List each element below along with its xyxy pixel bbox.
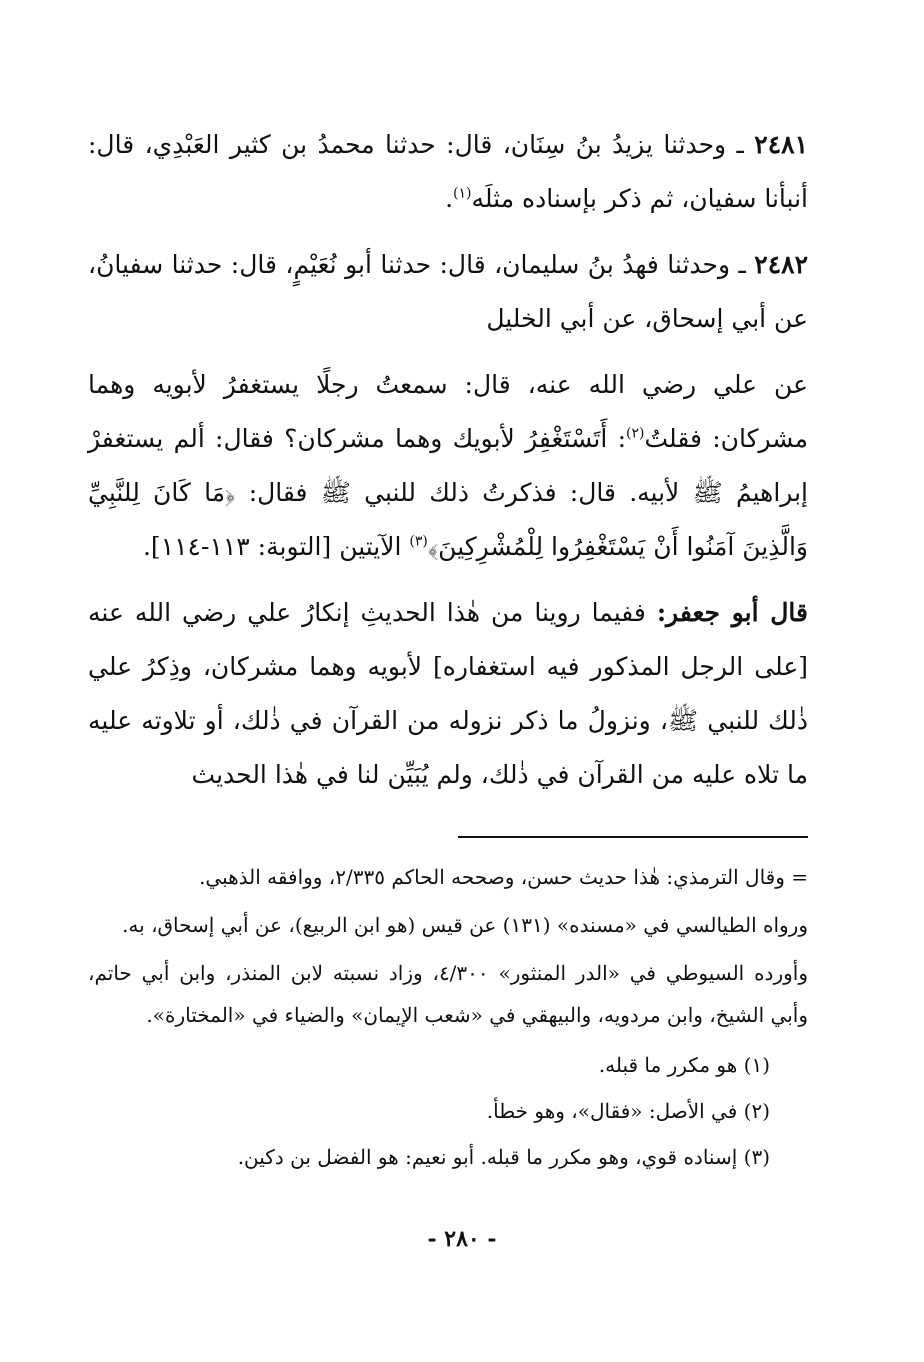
commentary-lead: قال أبو جعفر: <box>656 598 808 627</box>
footnote-ref-3: (٣) <box>409 533 428 550</box>
matn-part-2: : أَتَسْتَغْفِرُ لأبويك وهما مشركان؟ فقال: ألم يستغفرْ إبراهيمُ ﷺ لأبيه. قال: فذكرتُ ذلك للنبي ﷺ فقال: ﴿مَا كَانَ لِلنَّبِيِّ وَالَّذِينَ آمَنُوا أَنْ يَسْتَغْفِرُوا لِلْمُشْرِكِينَ﴾ <box>88 424 808 561</box>
hadith-number: ٢٤٨٢ <box>754 250 808 279</box>
footnote-divider <box>458 836 808 838</box>
footnote-continuation: = وقال الترمذي: هٰذا حديث حسن، وصححه الحاكم ٢/٣٣٥، ووافقه الذهبي. <box>199 865 808 889</box>
commentary <box>88 586 808 802</box>
footnote-paragraph-3: وأورده السيوطي في «الدر المنثور» ٤/٣٠٠، وزاد نسبته لابن المنذر، وابن أبي حاتم، وأبي الشيخ، وابن مردويه، والبيهقي في «شعب الإيمان» والضياء في «المختارة». <box>88 961 808 1027</box>
footnote-paragraph-2: ورواه الطيالسي في «مسنده» (١٣١) عن قيس (هو ابن الربيع)، عن أبي إسحاق، به. <box>122 913 808 937</box>
footnote-item: (١) هو مكرر ما قبله. <box>598 1053 770 1077</box>
hadith-text: ـ وحدثنا فهدُ بنُ سليمان، قال: حدثنا أبو نُعَيْمٍ، قال: حدثنا سفيانُ، عن أبي إسحاق، عن أبي الخليل <box>88 250 808 333</box>
main-text <box>88 118 808 802</box>
footnote-item: (٢) في الأصل: «فقال»، وهو خطأ. <box>486 1099 770 1123</box>
matn-part-1: عن علي رضي الله عنه، قال: سمعتُ رجلًا يستغفرُ لأبويه وهما مشركان: فقلتُ <box>88 370 808 453</box>
footnote-item: (٣) إسناده قوي، وهو مكرر ما قبله. أبو نعيم: هو الفضل بن دكين. <box>237 1145 770 1169</box>
hadith-number: ٢٤٨١ <box>754 130 808 159</box>
matn-part-3: الآيتين [التوبة: ١١٣-١١٤]. <box>142 532 410 561</box>
footnote-list <box>88 1042 808 1180</box>
hadith-2481 <box>88 118 808 226</box>
page-number: - ٢٨٠ - <box>427 1226 497 1252</box>
commentary-text: ففيما روينا من هٰذا الحديثِ إنكارُ علي رضي الله عنه [على الرجل المذكور فيه استغفاره] لأبويه وهما مشركان، وذِكرُ علي ذٰلك للنبي ﷺ، ونزولُ ما ذكر نزوله من القرآن في ذٰلك، أو تلاوته عليه ما تلاه عليه من القرآن في ذٰلك، ولم يُبَيِّن لنا في هٰذا الحديث <box>88 598 808 789</box>
book-page <box>88 118 808 1180</box>
hadith-2482 <box>88 238 808 346</box>
hadith-end: . <box>445 184 454 213</box>
hadith-text: ـ وحدثنا يزيدُ بنُ سِنَان، قال: حدثنا محمدُ بن كثير العَبْدِي، قال: أنبأنا سفيان، ثم ذكر بإسناده مثلَه <box>88 130 808 213</box>
footnote-ref-2: (٢) <box>626 425 645 442</box>
footnotes <box>88 856 808 1180</box>
footnote-ref-1: (١) <box>453 185 472 202</box>
hadith-matn <box>88 358 808 574</box>
